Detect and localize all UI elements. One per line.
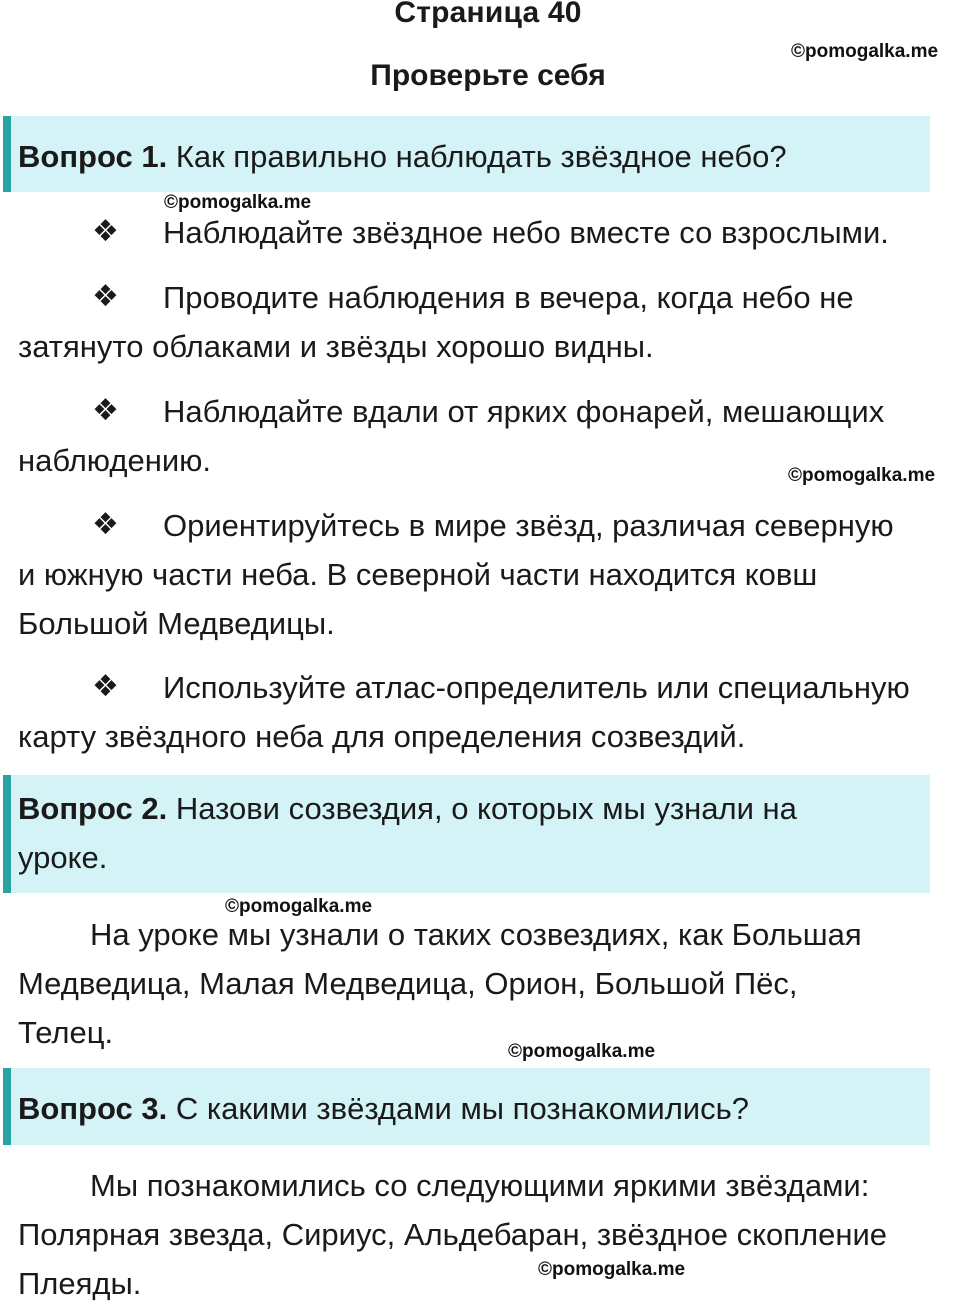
answer-1-4-line-2: и южную части неба. В северной части находится ковш — [18, 557, 818, 592]
answer-1-4-line-1: Ориентируйтесь в мире звёзд, различая северную — [163, 508, 894, 543]
answer-3-line-3: Плеяды. — [18, 1266, 142, 1301]
watermark: ©pomogalka.me — [791, 41, 939, 62]
answer-3-line-1: Мы познакомились со следующими яркими звёздами: — [90, 1168, 870, 1203]
answer-2-line-1: На уроке мы узнали о таких созвездиях, как Большая — [90, 917, 862, 952]
question-2-label: Вопрос 2. — [18, 791, 168, 826]
page-title: Страница 40 — [394, 0, 582, 29]
question-2-box — [3, 775, 930, 893]
answer-1-3-line-1: Наблюдайте вдали от ярких фонарей, мешающих — [163, 394, 885, 429]
bullet-icon: ❖ — [92, 394, 119, 427]
question-2-text-line-1: Назови созвездия, о которых мы узнали на — [167, 791, 797, 826]
answer-1-5-line-2: карту звёздного неба для определения созвездий. — [18, 719, 746, 754]
watermark: ©pomogalka.me — [538, 1259, 686, 1280]
question-1-box — [3, 116, 930, 192]
answer-1-4-line-3: Большой Медведицы. — [18, 606, 335, 641]
watermark: ©pomogalka.me — [788, 465, 936, 486]
answer-3-line-2: Полярная звезда, Сириус, Альдебаран, звёздное скопление — [18, 1217, 888, 1252]
question-3-text: С какими звёздами мы познакомились? — [167, 1091, 749, 1126]
question-1-label: Вопрос 1. — [18, 139, 168, 174]
question-3-label: Вопрос 3. — [18, 1091, 168, 1126]
question-3-box — [3, 1068, 930, 1145]
question-1-text: Как правильно наблюдать звёздное небо? — [167, 139, 787, 174]
answer-1-1-line-1: Наблюдайте звёздное небо вместе со взрослыми. — [163, 215, 889, 250]
bullet-icon: ❖ — [92, 670, 119, 703]
watermark: ©pomogalka.me — [508, 1041, 656, 1062]
answer-1-2-line-1: Проводите наблюдения в вечера, когда небо не — [163, 280, 854, 315]
section-title: Проверьте себя — [370, 59, 606, 92]
answer-1-2-line-2: затянуто облаками и звёзды хорошо видны. — [18, 329, 654, 364]
watermark: ©pomogalka.me — [164, 192, 312, 213]
watermark: ©pomogalka.me — [225, 896, 373, 917]
bullet-icon: ❖ — [92, 508, 119, 541]
question-2-text-line-2: уроке. — [18, 840, 108, 875]
answer-1-3-line-2: наблюдению. — [18, 443, 212, 478]
answer-2-line-3: Телец. — [18, 1015, 114, 1050]
bullet-icon: ❖ — [92, 215, 119, 248]
bullet-icon: ❖ — [92, 280, 119, 313]
answer-2-line-2: Медведица, Малая Медведица, Орион, Большой Пёс, — [18, 966, 798, 1001]
answer-1-5-line-1: Используйте атлас-определитель или специальную — [163, 670, 910, 705]
